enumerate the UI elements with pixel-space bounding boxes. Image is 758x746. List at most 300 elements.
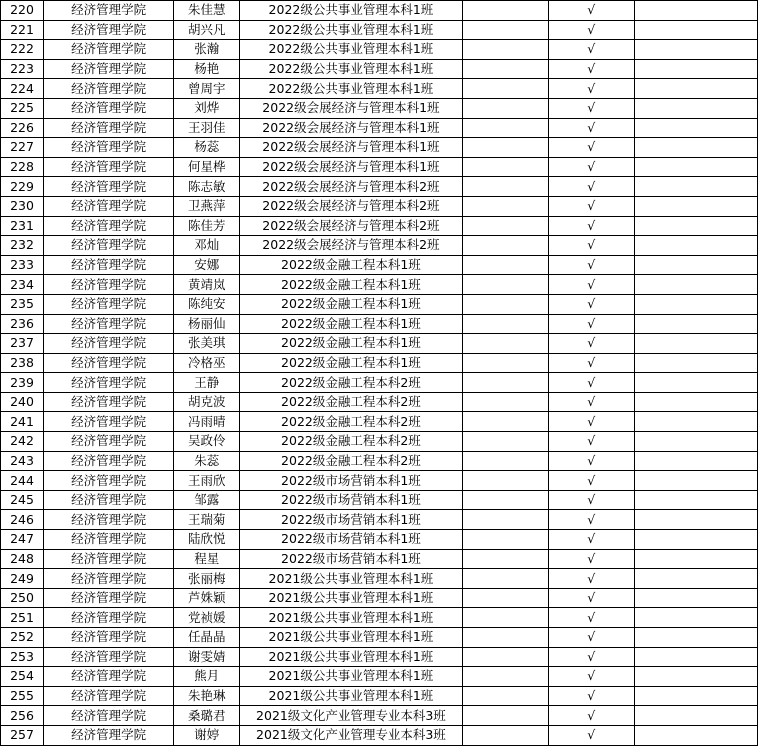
cell-blank-2 (634, 667, 757, 687)
cell-name: 谢婷 (174, 725, 240, 745)
cell-name: 桑璐君 (174, 706, 240, 726)
table-row (1, 451, 758, 471)
cell-name: 杨蕊 (174, 138, 240, 158)
cell-checkmark: √ (548, 236, 634, 256)
cell-blank-2 (634, 432, 757, 452)
cell-name: 卫燕萍 (174, 196, 240, 216)
cell-blank-1 (462, 725, 548, 745)
cell-college: 经济管理学院 (44, 588, 174, 608)
table-row (1, 667, 758, 687)
cell-index: 231 (1, 216, 44, 236)
cell-college: 经济管理学院 (44, 79, 174, 99)
cell-college: 经济管理学院 (44, 432, 174, 452)
cell-college: 经济管理学院 (44, 549, 174, 569)
cell-name: 邹露 (174, 490, 240, 510)
cell-college: 经济管理学院 (44, 490, 174, 510)
cell-college: 经济管理学院 (44, 40, 174, 60)
cell-blank-2 (634, 59, 757, 79)
cell-index: 226 (1, 118, 44, 138)
cell-name: 冷格巫 (174, 353, 240, 373)
cell-class: 2022级金融工程本科1班 (240, 294, 462, 314)
cell-class: 2022级会展经济与管理本科1班 (240, 138, 462, 158)
table-row (1, 98, 758, 118)
cell-name: 张美琪 (174, 334, 240, 354)
cell-index: 223 (1, 59, 44, 79)
cell-checkmark: √ (548, 59, 634, 79)
cell-college: 经济管理学院 (44, 353, 174, 373)
table-row (1, 196, 758, 216)
cell-college: 经济管理学院 (44, 275, 174, 295)
cell-index: 227 (1, 138, 44, 158)
cell-college: 经济管理学院 (44, 530, 174, 550)
cell-class: 2022级公共事业管理本科1班 (240, 20, 462, 40)
cell-blank-1 (462, 59, 548, 79)
cell-checkmark: √ (548, 118, 634, 138)
cell-checkmark: √ (548, 196, 634, 216)
cell-name: 胡克波 (174, 392, 240, 412)
cell-index: 251 (1, 608, 44, 628)
table-row (1, 392, 758, 412)
cell-college: 经济管理学院 (44, 216, 174, 236)
cell-blank-1 (462, 392, 548, 412)
cell-blank-1 (462, 608, 548, 628)
table-row (1, 1, 758, 21)
cell-blank-2 (634, 686, 757, 706)
cell-blank-2 (634, 294, 757, 314)
cell-blank-2 (634, 98, 757, 118)
cell-blank-1 (462, 451, 548, 471)
table-row (1, 471, 758, 491)
cell-college: 经济管理学院 (44, 608, 174, 628)
cell-blank-2 (634, 275, 757, 295)
cell-college: 经济管理学院 (44, 157, 174, 177)
table-row (1, 549, 758, 569)
cell-college: 经济管理学院 (44, 334, 174, 354)
cell-college: 经济管理学院 (44, 667, 174, 687)
cell-index: 235 (1, 294, 44, 314)
table-row (1, 20, 758, 40)
cell-class: 2021级公共事业管理本科1班 (240, 667, 462, 687)
cell-blank-2 (634, 177, 757, 197)
cell-name: 安娜 (174, 255, 240, 275)
cell-blank-2 (634, 471, 757, 491)
cell-blank-1 (462, 334, 548, 354)
cell-college: 经济管理学院 (44, 725, 174, 745)
cell-blank-2 (634, 628, 757, 648)
cell-index: 243 (1, 451, 44, 471)
cell-checkmark: √ (548, 40, 634, 60)
cell-name: 王静 (174, 373, 240, 393)
cell-name: 熊月 (174, 667, 240, 687)
cell-blank-1 (462, 510, 548, 530)
cell-class: 2021级文化产业管理专业本科3班 (240, 725, 462, 745)
cell-blank-2 (634, 608, 757, 628)
cell-name: 谢雯婧 (174, 647, 240, 667)
table-row (1, 569, 758, 589)
cell-blank-1 (462, 275, 548, 295)
cell-checkmark: √ (548, 588, 634, 608)
cell-college: 经济管理学院 (44, 392, 174, 412)
cell-checkmark: √ (548, 157, 634, 177)
cell-blank-1 (462, 353, 548, 373)
cell-class: 2021级文化产业管理专业本科3班 (240, 706, 462, 726)
cell-class: 2022级金融工程本科2班 (240, 373, 462, 393)
table-row (1, 177, 758, 197)
table-row (1, 510, 758, 530)
cell-blank-2 (634, 40, 757, 60)
table-row (1, 373, 758, 393)
cell-index: 249 (1, 569, 44, 589)
cell-blank-2 (634, 451, 757, 471)
cell-blank-1 (462, 647, 548, 667)
cell-class: 2022级会展经济与管理本科2班 (240, 196, 462, 216)
cell-blank-1 (462, 118, 548, 138)
cell-checkmark: √ (548, 510, 634, 530)
cell-college: 经济管理学院 (44, 628, 174, 648)
cell-class: 2022级金融工程本科1班 (240, 255, 462, 275)
cell-blank-2 (634, 373, 757, 393)
cell-name: 朱蕊 (174, 451, 240, 471)
cell-blank-1 (462, 294, 548, 314)
cell-class: 2022级会展经济与管理本科2班 (240, 236, 462, 256)
cell-class: 2022级公共事业管理本科1班 (240, 40, 462, 60)
cell-checkmark: √ (548, 725, 634, 745)
cell-index: 224 (1, 79, 44, 99)
cell-name: 冯雨晴 (174, 412, 240, 432)
cell-name: 吴政伶 (174, 432, 240, 452)
table-row (1, 294, 758, 314)
cell-checkmark: √ (548, 412, 634, 432)
cell-name: 芦姝颖 (174, 588, 240, 608)
cell-class: 2021级公共事业管理本科1班 (240, 588, 462, 608)
cell-index: 242 (1, 432, 44, 452)
table-row (1, 40, 758, 60)
cell-blank-1 (462, 706, 548, 726)
cell-index: 220 (1, 1, 44, 21)
cell-index: 245 (1, 490, 44, 510)
cell-name: 王羽佳 (174, 118, 240, 138)
cell-blank-2 (634, 157, 757, 177)
table-row (1, 647, 758, 667)
cell-checkmark: √ (548, 314, 634, 334)
cell-college: 经济管理学院 (44, 118, 174, 138)
cell-blank-2 (634, 79, 757, 99)
cell-index: 222 (1, 40, 44, 60)
cell-index: 234 (1, 275, 44, 295)
table-row (1, 59, 758, 79)
cell-index: 247 (1, 530, 44, 550)
cell-blank-1 (462, 138, 548, 158)
table-row (1, 608, 758, 628)
table-row (1, 490, 758, 510)
cell-blank-2 (634, 647, 757, 667)
cell-class: 2021级公共事业管理本科1班 (240, 628, 462, 648)
cell-blank-2 (634, 725, 757, 745)
cell-checkmark: √ (548, 471, 634, 491)
cell-index: 236 (1, 314, 44, 334)
cell-index: 255 (1, 686, 44, 706)
cell-name: 党祯媛 (174, 608, 240, 628)
cell-blank-2 (634, 138, 757, 158)
cell-checkmark: √ (548, 392, 634, 412)
cell-checkmark: √ (548, 432, 634, 452)
cell-index: 237 (1, 334, 44, 354)
cell-checkmark: √ (548, 686, 634, 706)
cell-checkmark: √ (548, 549, 634, 569)
cell-checkmark: √ (548, 569, 634, 589)
cell-class: 2022级公共事业管理本科1班 (240, 1, 462, 21)
cell-index: 230 (1, 196, 44, 216)
table-row (1, 588, 758, 608)
cell-name: 张丽梅 (174, 569, 240, 589)
cell-blank-2 (634, 588, 757, 608)
cell-checkmark: √ (548, 628, 634, 648)
cell-blank-2 (634, 118, 757, 138)
cell-name: 胡兴凡 (174, 20, 240, 40)
cell-name: 陈志敏 (174, 177, 240, 197)
cell-blank-2 (634, 510, 757, 530)
cell-class: 2022级公共事业管理本科1班 (240, 59, 462, 79)
cell-index: 250 (1, 588, 44, 608)
cell-blank-2 (634, 20, 757, 40)
table-row (1, 432, 758, 452)
cell-name: 陆欣悦 (174, 530, 240, 550)
cell-blank-1 (462, 412, 548, 432)
cell-class: 2022级市场营销本科1班 (240, 471, 462, 491)
cell-index: 256 (1, 706, 44, 726)
cell-class: 2022级会展经济与管理本科2班 (240, 177, 462, 197)
cell-blank-2 (634, 196, 757, 216)
cell-college: 经济管理学院 (44, 236, 174, 256)
cell-name: 朱艳琳 (174, 686, 240, 706)
cell-college: 经济管理学院 (44, 706, 174, 726)
table-row (1, 275, 758, 295)
table-row (1, 79, 758, 99)
cell-blank-2 (634, 706, 757, 726)
cell-name: 杨丽仙 (174, 314, 240, 334)
cell-class: 2022级金融工程本科1班 (240, 353, 462, 373)
cell-blank-1 (462, 432, 548, 452)
cell-class: 2021级公共事业管理本科1班 (240, 647, 462, 667)
cell-blank-2 (634, 412, 757, 432)
cell-class: 2022级会展经济与管理本科2班 (240, 216, 462, 236)
cell-index: 257 (1, 725, 44, 745)
cell-blank-1 (462, 588, 548, 608)
cell-college: 经济管理学院 (44, 647, 174, 667)
cell-checkmark: √ (548, 353, 634, 373)
cell-class: 2022级金融工程本科2班 (240, 432, 462, 452)
cell-blank-1 (462, 20, 548, 40)
cell-class: 2022级金融工程本科2班 (240, 451, 462, 471)
cell-blank-2 (634, 216, 757, 236)
cell-checkmark: √ (548, 138, 634, 158)
cell-college: 经济管理学院 (44, 196, 174, 216)
cell-college: 经济管理学院 (44, 98, 174, 118)
cell-blank-1 (462, 79, 548, 99)
cell-index: 229 (1, 177, 44, 197)
cell-name: 张瀚 (174, 40, 240, 60)
cell-class: 2021级公共事业管理本科1班 (240, 686, 462, 706)
cell-blank-1 (462, 471, 548, 491)
table-row (1, 530, 758, 550)
cell-checkmark: √ (548, 1, 634, 21)
cell-name: 程星 (174, 549, 240, 569)
cell-checkmark: √ (548, 608, 634, 628)
table-body (1, 1, 758, 746)
cell-college: 经济管理学院 (44, 138, 174, 158)
cell-class: 2022级市场营销本科1班 (240, 549, 462, 569)
cell-blank-2 (634, 334, 757, 354)
cell-college: 经济管理学院 (44, 1, 174, 21)
cell-index: 233 (1, 255, 44, 275)
cell-index: 221 (1, 20, 44, 40)
cell-index: 244 (1, 471, 44, 491)
cell-college: 经济管理学院 (44, 471, 174, 491)
cell-class: 2022级金融工程本科1班 (240, 334, 462, 354)
cell-class: 2021级公共事业管理本科1班 (240, 569, 462, 589)
cell-index: 232 (1, 236, 44, 256)
cell-index: 253 (1, 647, 44, 667)
cell-class: 2022级金融工程本科1班 (240, 275, 462, 295)
cell-index: 239 (1, 373, 44, 393)
cell-blank-2 (634, 314, 757, 334)
cell-blank-1 (462, 530, 548, 550)
cell-name: 王雨欣 (174, 471, 240, 491)
cell-blank-2 (634, 236, 757, 256)
cell-class: 2021级公共事业管理本科1班 (240, 608, 462, 628)
cell-blank-1 (462, 373, 548, 393)
table-row (1, 725, 758, 745)
cell-class: 2022级公共事业管理本科1班 (240, 79, 462, 99)
cell-name: 任晶晶 (174, 628, 240, 648)
cell-checkmark: √ (548, 373, 634, 393)
table-row (1, 138, 758, 158)
cell-checkmark: √ (548, 530, 634, 550)
cell-college: 经济管理学院 (44, 412, 174, 432)
table-row (1, 686, 758, 706)
cell-index: 241 (1, 412, 44, 432)
cell-checkmark: √ (548, 177, 634, 197)
cell-blank-1 (462, 157, 548, 177)
cell-name: 邓灿 (174, 236, 240, 256)
cell-college: 经济管理学院 (44, 510, 174, 530)
cell-class: 2022级会展经济与管理本科1班 (240, 118, 462, 138)
table-row (1, 314, 758, 334)
cell-checkmark: √ (548, 79, 634, 99)
cell-blank-1 (462, 667, 548, 687)
cell-name: 刘烨 (174, 98, 240, 118)
cell-checkmark: √ (548, 451, 634, 471)
cell-blank-1 (462, 196, 548, 216)
cell-blank-1 (462, 216, 548, 236)
cell-checkmark: √ (548, 334, 634, 354)
cell-blank-1 (462, 628, 548, 648)
table-row (1, 255, 758, 275)
cell-class: 2022级金融工程本科2班 (240, 412, 462, 432)
cell-index: 248 (1, 549, 44, 569)
cell-college: 经济管理学院 (44, 451, 174, 471)
table-row (1, 628, 758, 648)
cell-checkmark: √ (548, 255, 634, 275)
cell-college: 经济管理学院 (44, 20, 174, 40)
cell-index: 254 (1, 667, 44, 687)
cell-class: 2022级金融工程本科1班 (240, 314, 462, 334)
cell-blank-1 (462, 549, 548, 569)
cell-checkmark: √ (548, 20, 634, 40)
cell-class: 2022级市场营销本科1班 (240, 530, 462, 550)
cell-name: 何星桦 (174, 157, 240, 177)
cell-college: 经济管理学院 (44, 177, 174, 197)
cell-index: 252 (1, 628, 44, 648)
cell-blank-2 (634, 392, 757, 412)
cell-index: 228 (1, 157, 44, 177)
table-row (1, 706, 758, 726)
cell-checkmark: √ (548, 647, 634, 667)
cell-index: 225 (1, 98, 44, 118)
cell-index: 240 (1, 392, 44, 412)
cell-college: 经济管理学院 (44, 569, 174, 589)
cell-college: 经济管理学院 (44, 686, 174, 706)
cell-blank-1 (462, 98, 548, 118)
cell-college: 经济管理学院 (44, 373, 174, 393)
cell-name: 朱佳慧 (174, 1, 240, 21)
cell-checkmark: √ (548, 706, 634, 726)
cell-class: 2022级市场营销本科1班 (240, 510, 462, 530)
cell-index: 246 (1, 510, 44, 530)
cell-college: 经济管理学院 (44, 294, 174, 314)
cell-blank-2 (634, 1, 757, 21)
cell-class: 2022级市场营销本科1班 (240, 490, 462, 510)
cell-name: 曾周宇 (174, 79, 240, 99)
cell-college: 经济管理学院 (44, 255, 174, 275)
table-row (1, 216, 758, 236)
cell-name: 陈佳芳 (174, 216, 240, 236)
table-row (1, 353, 758, 373)
cell-blank-1 (462, 686, 548, 706)
cell-blank-1 (462, 490, 548, 510)
cell-blank-1 (462, 314, 548, 334)
table-row (1, 118, 758, 138)
table-row (1, 412, 758, 432)
cell-index: 238 (1, 353, 44, 373)
cell-checkmark: √ (548, 490, 634, 510)
cell-college: 经济管理学院 (44, 59, 174, 79)
cell-blank-2 (634, 255, 757, 275)
cell-blank-2 (634, 490, 757, 510)
cell-blank-2 (634, 549, 757, 569)
table-row (1, 334, 758, 354)
cell-name: 陈纯安 (174, 294, 240, 314)
cell-blank-1 (462, 569, 548, 589)
table-row (1, 236, 758, 256)
cell-blank-2 (634, 530, 757, 550)
table-row (1, 157, 758, 177)
cell-name: 杨艳 (174, 59, 240, 79)
cell-blank-1 (462, 255, 548, 275)
cell-checkmark: √ (548, 98, 634, 118)
cell-name: 黄靖岚 (174, 275, 240, 295)
cell-blank-1 (462, 177, 548, 197)
cell-checkmark: √ (548, 294, 634, 314)
cell-blank-1 (462, 40, 548, 60)
cell-checkmark: √ (548, 667, 634, 687)
cell-blank-1 (462, 236, 548, 256)
cell-blank-2 (634, 353, 757, 373)
cell-college: 经济管理学院 (44, 314, 174, 334)
cell-class: 2022级会展经济与管理本科1班 (240, 98, 462, 118)
cell-name: 王瑞菊 (174, 510, 240, 530)
cell-blank-2 (634, 569, 757, 589)
